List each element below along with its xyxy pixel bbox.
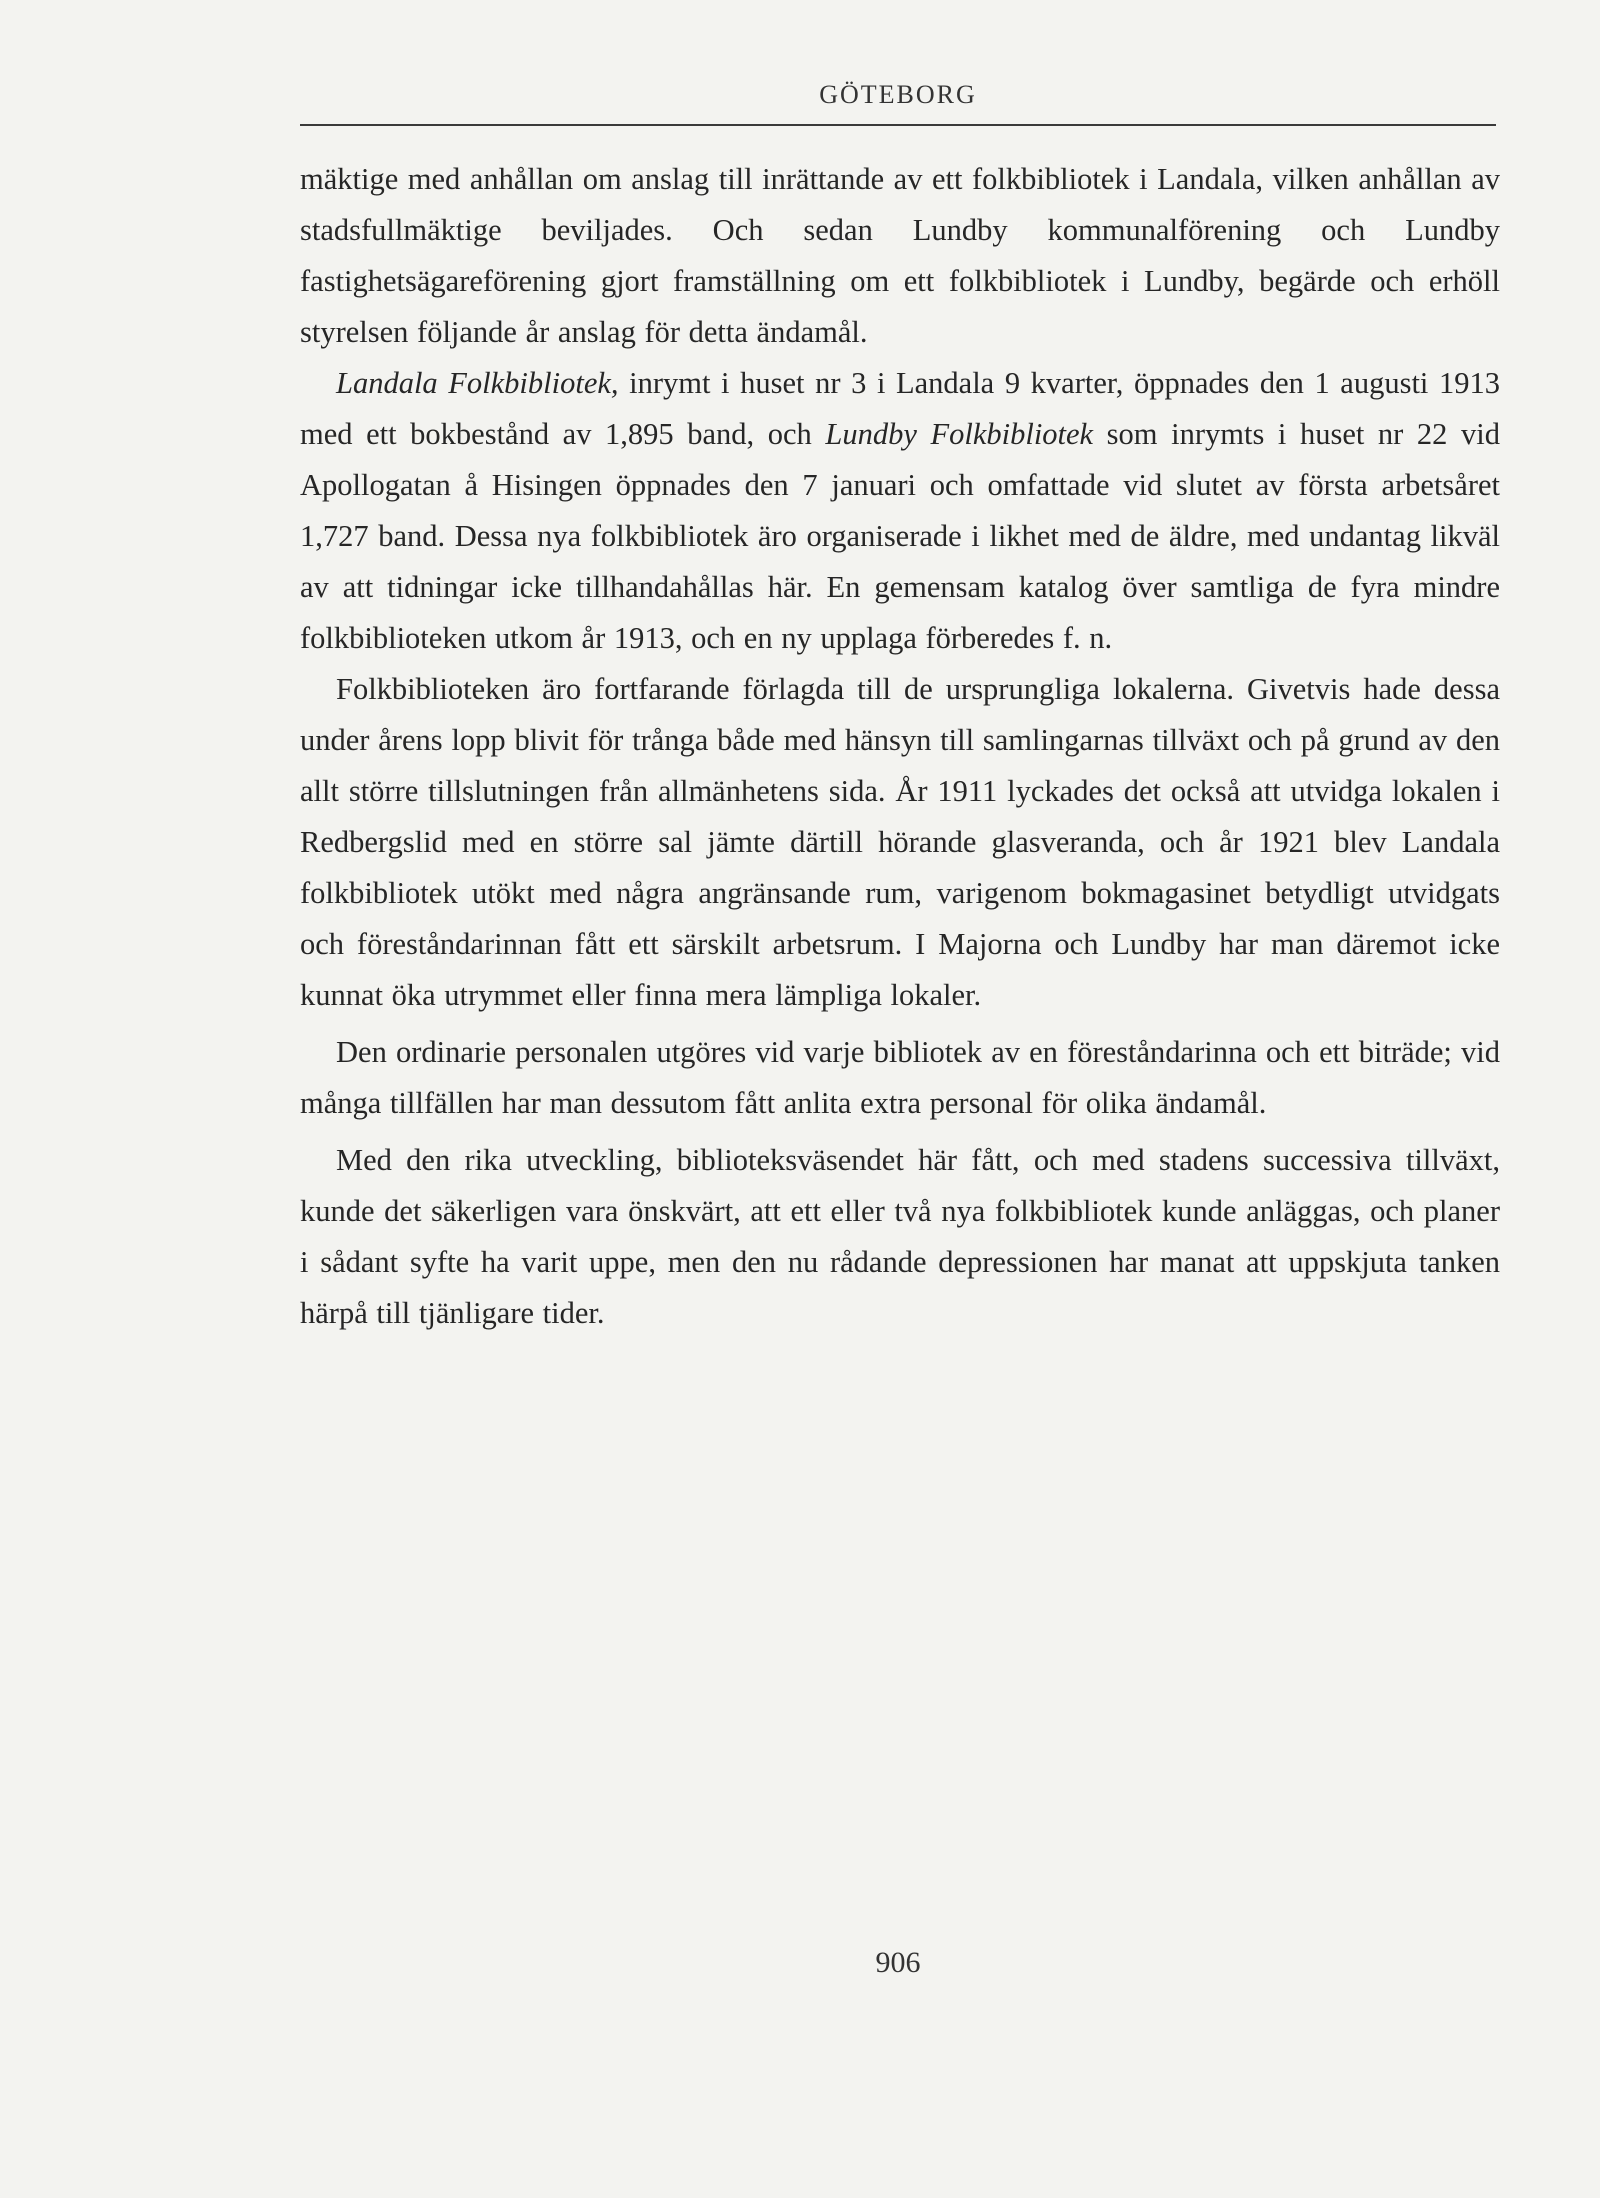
paragraph-2-text-a: inrymt i huset nr 3 i Landala 9 kvarter, öppnades den 1 augusti 1913 med ett bokbestånd av 1,895 band, och xyxy=(300,366,1500,451)
header-rule xyxy=(300,124,1496,126)
page-number: 906 xyxy=(875,1946,921,1979)
body-text xyxy=(300,154,1500,1339)
paragraph-1: mäktige med anhållan om anslag till inrättande av ett folkbibliotek i Landala, vilken anhållan av stadsfullmäktige beviljades. Och sedan Lundby kommunalförening och Lundby fastighetsägareförening gjort framställning om ett folkbibliotek i Lundby, begärde och erhöll styrelsen följande år anslag för detta ändamål. xyxy=(300,162,1500,349)
running-head-title: GÖTEBORG xyxy=(819,80,977,109)
paragraph-2 xyxy=(300,358,1500,664)
paragraph-3: Folkbiblioteken äro fortfarande förlagda till de ursprungliga lokalerna. Givetvis hade dessa under årens lopp blivit för trånga både med hänsyn till samlingarnas tillväxt och på grund av den allt större tillslutningen från allmänhetens sida. År 1911 lyckades det också att utvidga lokalen i Redbergslid med en större sal jämte därtill hörande glasveranda, och år 1921 blev Landala folkbibliotek utökt med några angränsande rum, varigenom bokmagasinet betydligt utvidgats och föreståndarinnan fått ett särskilt arbetsrum. I Majorna och Lundby har man däremot icke kunnat öka utrymmet eller finna mera lämpliga lokaler. xyxy=(300,672,1500,1012)
paragraph-4: Den ordinarie personalen utgöres vid varje bibliotek av en föreståndarinna och ett biträde; vid många tillfällen har man dessutom fått anlita extra personal för olika ändamål. xyxy=(300,1035,1500,1120)
italic-title-landala: Landala Folkbibliotek, xyxy=(336,366,619,400)
italic-title-lundby: Lundby Folkbibliotek xyxy=(825,417,1094,451)
paragraph-2-text-b: som inrymts i huset nr 22 vid Apollogatan å Hisingen öppnades den 7 januari och omfattade vid slutet av första arbetsåret 1,727 band. Dessa nya folkbibliotek äro organiserade i likhet med de äldre, med undantag likväl av att tidningar icke tillhandahållas här. En gemensam katalog över samtliga de fyra mindre folkbiblioteken utkom år 1913, och en ny upplaga förberedes f. n. xyxy=(300,417,1500,655)
paragraph-5: Med den rika utveckling, biblioteksväsendet här fått, och med stadens successiva tillväxt, kunde det säkerligen vara önskvärt, att ett eller två nya folkbibliotek kunde anläggas, och planer i sådant syfte ha varit uppe, men den nu rådande depressionen har manat att uppskjuta tanken härpå till tjänligare tider. xyxy=(300,1143,1500,1330)
